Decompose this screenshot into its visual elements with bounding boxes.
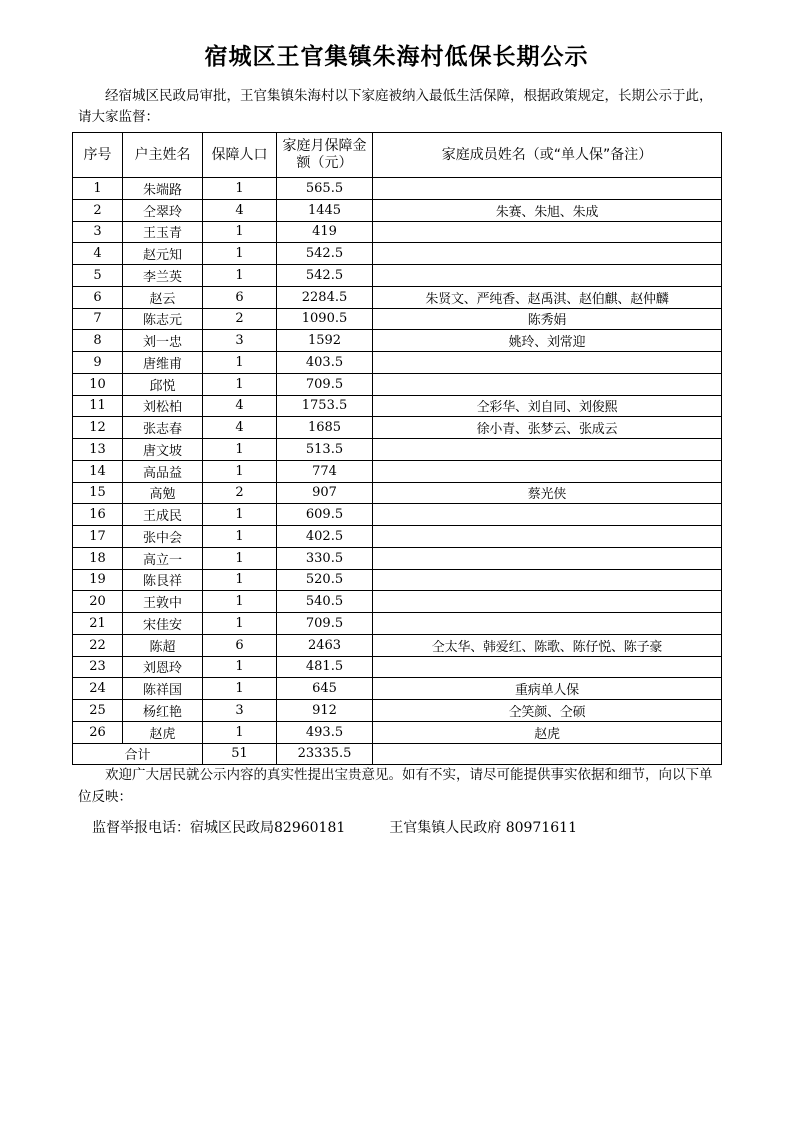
table-row: [73, 569, 722, 591]
cell-amount: 907: [277, 482, 373, 504]
cell-index: 7: [73, 308, 123, 330]
cell-persons: 1: [203, 504, 277, 526]
table-row: [73, 678, 722, 700]
cell-head-name: 陈超: [123, 634, 203, 656]
cell-members: [373, 591, 722, 613]
cell-amount: 774: [277, 460, 373, 482]
cell-members: [373, 547, 722, 569]
header-amount: 家庭月保障金额（元）: [277, 133, 373, 178]
cell-members: [373, 243, 722, 265]
cell-index: 1: [73, 178, 123, 200]
header-members: 家庭成员姓名（或“单人保”备注）: [373, 133, 722, 178]
cell-head-name: 王敦中: [123, 591, 203, 613]
header-head-name: 户主姓名: [123, 133, 203, 178]
cell-members: [373, 460, 722, 482]
cell-head-name: 王玉青: [123, 221, 203, 243]
table-row: [73, 656, 722, 678]
cell-persons: 1: [203, 613, 277, 635]
cell-amount: 609.5: [277, 504, 373, 526]
cell-amount: 1685: [277, 417, 373, 439]
cell-persons: 4: [203, 395, 277, 417]
cell-index: 9: [73, 352, 123, 374]
cell-index: 6: [73, 286, 123, 308]
cell-amount: 542.5: [277, 265, 373, 287]
cell-index: 11: [73, 395, 123, 417]
cell-head-name: 邱悦: [123, 373, 203, 395]
table-row: [73, 352, 722, 374]
table-row: [73, 221, 722, 243]
cell-index: 22: [73, 634, 123, 656]
cell-persons: 1: [203, 721, 277, 743]
contact-town-government: 王官集镇人民政府 80971611: [389, 820, 577, 836]
cell-members: [373, 265, 722, 287]
cell-members: [373, 569, 722, 591]
cell-head-name: 赵虎: [123, 721, 203, 743]
cell-amount: 709.5: [277, 373, 373, 395]
intro-paragraph: 经宿城区民政局审批，王官集镇朱海村以下家庭被纳入最低生活保障，根据政策规定，长期公示于此，请大家监督：: [78, 88, 713, 125]
table-body: [73, 178, 722, 765]
table-row: [73, 439, 722, 461]
cell-amount: 565.5: [277, 178, 373, 200]
cell-amount: 493.5: [277, 721, 373, 743]
cell-head-name: 高勉: [123, 482, 203, 504]
cell-members: 仝笑颜、仝硕: [373, 700, 722, 722]
table-row: [73, 721, 722, 743]
cell-amount: 330.5: [277, 547, 373, 569]
cell-members: 朱赛、朱旭、朱成: [373, 199, 722, 221]
cell-members: [373, 352, 722, 374]
cell-head-name: 王成民: [123, 504, 203, 526]
cell-members: [373, 221, 722, 243]
contact-civil-affairs: 宿城区民政局82960181: [190, 820, 346, 836]
table-row: [73, 613, 722, 635]
cell-head-name: 高品益: [123, 460, 203, 482]
cell-amount: 540.5: [277, 591, 373, 613]
cell-head-name: 陈志元: [123, 308, 203, 330]
cell-members: 赵虎: [373, 721, 722, 743]
table-row: [73, 526, 722, 548]
total-label: 合计: [73, 743, 203, 765]
cell-amount: 1753.5: [277, 395, 373, 417]
cell-amount: 1445: [277, 199, 373, 221]
cell-persons: 1: [203, 656, 277, 678]
cell-persons: 3: [203, 330, 277, 352]
cell-head-name: 唐维甫: [123, 352, 203, 374]
cell-members: [373, 373, 722, 395]
subsistence-allowance-table: [72, 132, 722, 765]
header-index: 序号: [73, 133, 123, 178]
page-title: 宿城区王官集镇朱海村低保长期公示: [204, 44, 589, 70]
cell-head-name: 高立一: [123, 547, 203, 569]
cell-persons: 1: [203, 178, 277, 200]
cell-persons: 1: [203, 439, 277, 461]
cell-index: 14: [73, 460, 123, 482]
cell-members: 重病单人保: [373, 678, 722, 700]
cell-persons: 1: [203, 221, 277, 243]
table-row: [73, 700, 722, 722]
table-row: [73, 199, 722, 221]
cell-amount: 520.5: [277, 569, 373, 591]
closing-paragraph: 欢迎广大居民就公示内容的真实性提出宝贵意见。如有不实，请尽可能提供事实依据和细节，向以下单位反映：: [78, 767, 713, 805]
cell-persons: 2: [203, 308, 277, 330]
table-row: [73, 634, 722, 656]
table-row: [73, 395, 722, 417]
cell-index: 21: [73, 613, 123, 635]
table-header-row: [73, 133, 722, 178]
cell-members: 姚玲、刘常迎: [373, 330, 722, 352]
cell-head-name: 赵云: [123, 286, 203, 308]
cell-head-name: 陈祥国: [123, 678, 203, 700]
cell-index: 20: [73, 591, 123, 613]
cell-index: 24: [73, 678, 123, 700]
cell-members: 朱贤文、严纯香、赵禹淇、赵伯麒、赵仲麟: [373, 286, 722, 308]
table-row: [73, 243, 722, 265]
cell-head-name: 唐文坡: [123, 439, 203, 461]
contact-prefix: 监督举报电话：: [92, 820, 190, 836]
cell-persons: 2: [203, 482, 277, 504]
cell-index: 26: [73, 721, 123, 743]
table-row: [73, 373, 722, 395]
cell-members: 徐小青、张梦云、张成云: [373, 417, 722, 439]
cell-members: [373, 613, 722, 635]
cell-persons: 1: [203, 526, 277, 548]
cell-index: 13: [73, 439, 123, 461]
cell-index: 5: [73, 265, 123, 287]
cell-index: 10: [73, 373, 123, 395]
cell-persons: 3: [203, 700, 277, 722]
cell-persons: 1: [203, 243, 277, 265]
header-persons: 保障人口: [203, 133, 277, 178]
cell-head-name: 杨红艳: [123, 700, 203, 722]
cell-index: 17: [73, 526, 123, 548]
cell-members: [373, 178, 722, 200]
contact-line: [92, 817, 577, 837]
cell-amount: 402.5: [277, 526, 373, 548]
cell-persons: 1: [203, 569, 277, 591]
cell-members: 陈秀娟: [373, 308, 722, 330]
cell-head-name: 刘松柏: [123, 395, 203, 417]
cell-amount: 2463: [277, 634, 373, 656]
cell-head-name: 张中会: [123, 526, 203, 548]
cell-amount: 709.5: [277, 613, 373, 635]
cell-head-name: 张志春: [123, 417, 203, 439]
table-row: [73, 308, 722, 330]
cell-members: [373, 439, 722, 461]
cell-head-name: 刘一忠: [123, 330, 203, 352]
total-amount: 23335.5: [277, 743, 373, 765]
cell-index: 4: [73, 243, 123, 265]
cell-members: 仝彩华、刘自同、刘俊熙: [373, 395, 722, 417]
cell-persons: 1: [203, 352, 277, 374]
cell-amount: 419: [277, 221, 373, 243]
cell-persons: 1: [203, 591, 277, 613]
cell-amount: 513.5: [277, 439, 373, 461]
table-row: [73, 265, 722, 287]
cell-amount: 542.5: [277, 243, 373, 265]
cell-persons: 1: [203, 460, 277, 482]
table-row: [73, 547, 722, 569]
cell-index: 23: [73, 656, 123, 678]
cell-amount: 1592: [277, 330, 373, 352]
table-row: [73, 178, 722, 200]
cell-persons: 6: [203, 286, 277, 308]
cell-head-name: 仝翠玲: [123, 199, 203, 221]
cell-index: 16: [73, 504, 123, 526]
table-row: [73, 482, 722, 504]
cell-index: 2: [73, 199, 123, 221]
cell-persons: 1: [203, 265, 277, 287]
cell-amount: 912: [277, 700, 373, 722]
cell-members: 蔡光侠: [373, 482, 722, 504]
cell-head-name: 宋佳安: [123, 613, 203, 635]
cell-persons: 1: [203, 547, 277, 569]
cell-persons: 4: [203, 199, 277, 221]
cell-members: [373, 656, 722, 678]
total-members: [373, 743, 722, 765]
table-row: [73, 417, 722, 439]
cell-index: 25: [73, 700, 123, 722]
cell-head-name: 赵元知: [123, 243, 203, 265]
cell-members: [373, 526, 722, 548]
cell-head-name: 刘恩玲: [123, 656, 203, 678]
cell-persons: 1: [203, 373, 277, 395]
total-persons: 51: [203, 743, 277, 765]
cell-amount: 645: [277, 678, 373, 700]
cell-head-name: 朱端路: [123, 178, 203, 200]
cell-members: [373, 504, 722, 526]
cell-index: 12: [73, 417, 123, 439]
table-row: [73, 330, 722, 352]
cell-amount: 481.5: [277, 656, 373, 678]
cell-head-name: 陈艮祥: [123, 569, 203, 591]
table-row: [73, 286, 722, 308]
cell-persons: 6: [203, 634, 277, 656]
table-row: [73, 504, 722, 526]
cell-persons: 1: [203, 678, 277, 700]
cell-index: 15: [73, 482, 123, 504]
cell-index: 3: [73, 221, 123, 243]
cell-amount: 1090.5: [277, 308, 373, 330]
cell-head-name: 李兰英: [123, 265, 203, 287]
total-row: [73, 743, 722, 765]
cell-amount: 2284.5: [277, 286, 373, 308]
cell-index: 8: [73, 330, 123, 352]
table-row: [73, 460, 722, 482]
cell-index: 19: [73, 569, 123, 591]
cell-index: 18: [73, 547, 123, 569]
cell-members: 仝太华、韩爱红、陈歌、陈仔悦、陈子豪: [373, 634, 722, 656]
cell-persons: 4: [203, 417, 277, 439]
cell-amount: 403.5: [277, 352, 373, 374]
table-row: [73, 591, 722, 613]
